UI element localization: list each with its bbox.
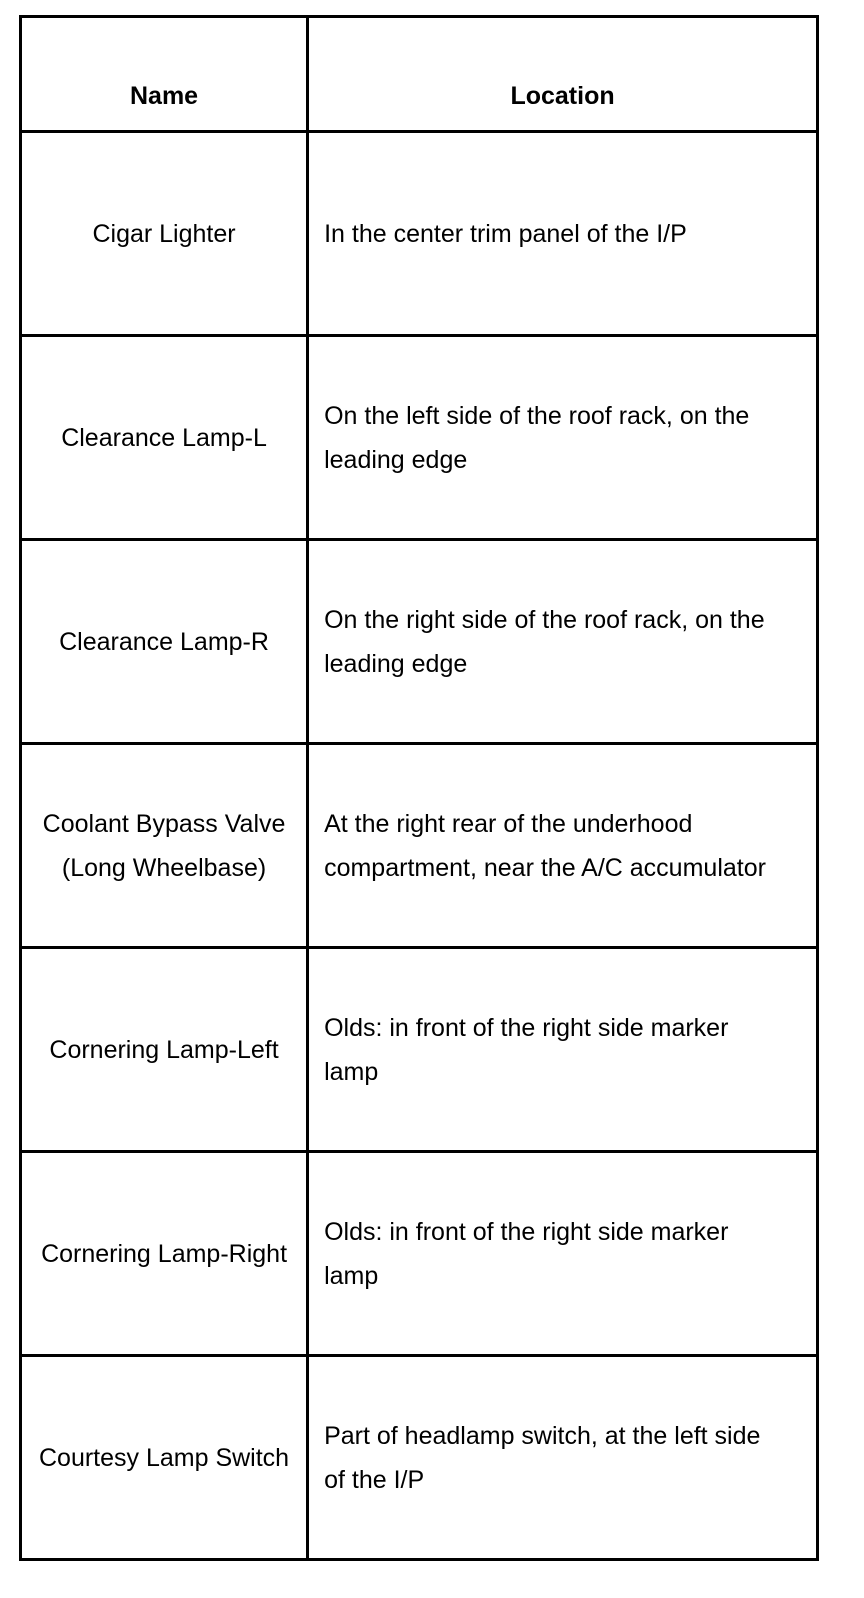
component-location: Olds: in front of the right side marker lamp xyxy=(308,948,818,1152)
component-location: In the center trim panel of the I/P xyxy=(308,132,818,336)
table-header-row xyxy=(21,17,818,132)
component-name: Coolant Bypass Valve (Long Wheelbase) xyxy=(21,744,308,948)
component-location: Part of headlamp switch, at the left side of the I/P xyxy=(308,1356,818,1560)
component-name: Courtesy Lamp Switch xyxy=(21,1356,308,1560)
component-name: Clearance Lamp-L xyxy=(21,336,308,540)
component-name: Cigar Lighter xyxy=(21,132,308,336)
table-row xyxy=(21,744,818,948)
component-name: Cornering Lamp-Right xyxy=(21,1152,308,1356)
table-row xyxy=(21,540,818,744)
component-location: On the right side of the roof rack, on the leading edge xyxy=(308,540,818,744)
table-row xyxy=(21,948,818,1152)
component-name: Cornering Lamp-Left xyxy=(21,948,308,1152)
component-location: On the left side of the roof rack, on the leading edge xyxy=(308,336,818,540)
location-column-header: Location xyxy=(308,17,818,132)
table-row xyxy=(21,132,818,336)
table-row xyxy=(21,1356,818,1560)
component-name: Clearance Lamp-R xyxy=(21,540,308,744)
component-location: Olds: in front of the right side marker lamp xyxy=(308,1152,818,1356)
table-row xyxy=(21,336,818,540)
table-row xyxy=(21,1152,818,1356)
component-location: At the right rear of the underhood compartment, near the A/C accumulator xyxy=(308,744,818,948)
component-location-table xyxy=(19,15,819,1561)
name-column-header: Name xyxy=(21,17,308,132)
